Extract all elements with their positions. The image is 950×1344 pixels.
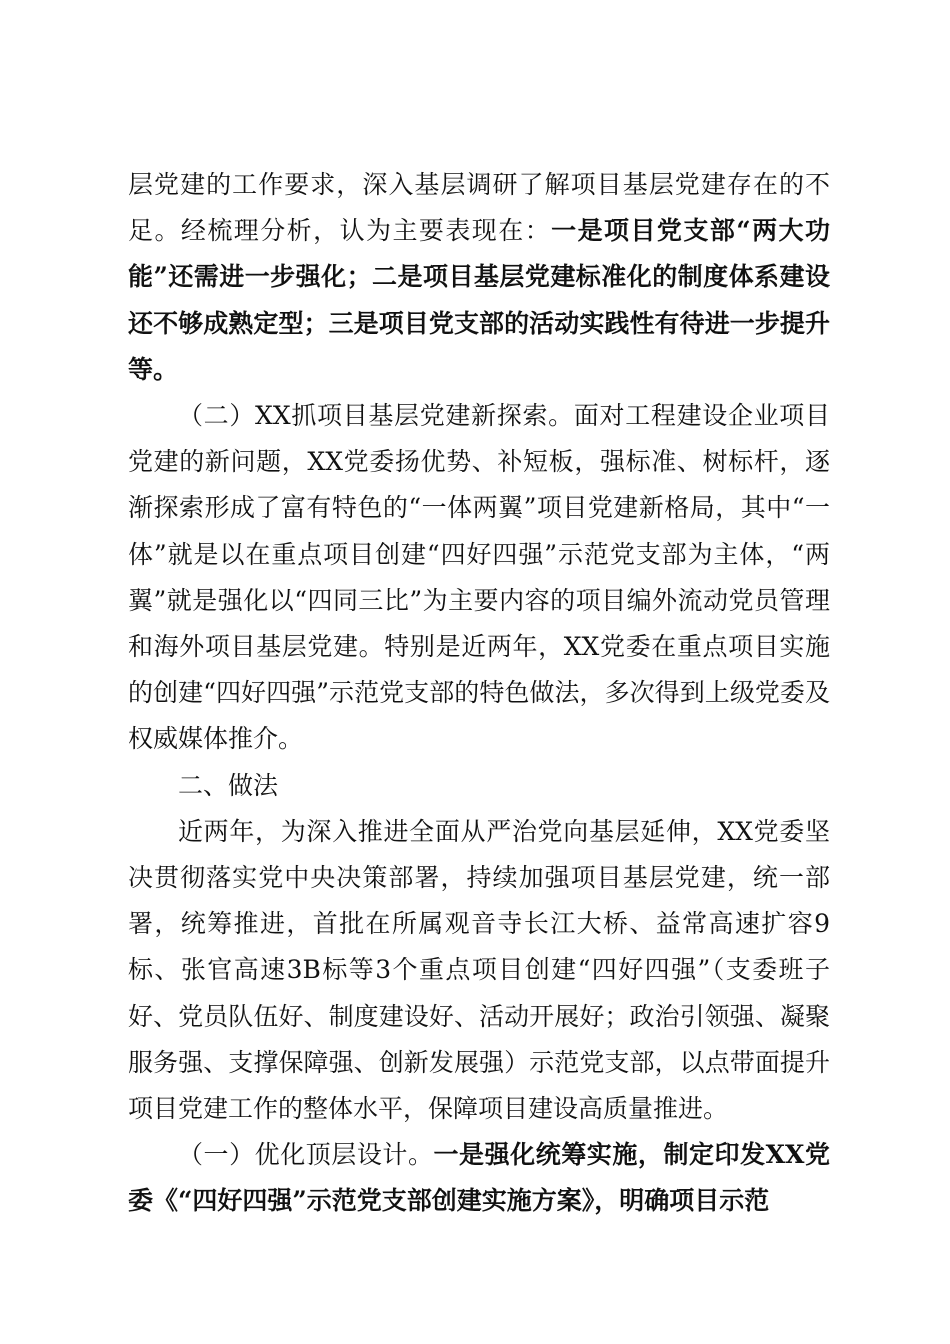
paragraph-practices-intro: 近两年，为深入推进全面从严治党向基层延伸，XX党委坚决贯彻落实党中央决策部署，持续加强项目基层党建，统一部署，统筹推进，首批在所属观音寺长江大桥、益常高速扩容9标、张官高速3B标等3个重点项目创建“四好四强”（支委班子好、党员队伍好、制度建设好、活动开展好；政治引领强、凝聚服务强、支撑保障强、创新发展强）示范党支部，以点带面提升项目党建工作的整体水平，保障项目建设高质量推进。 xyxy=(128,816,830,1124)
paragraph-top-design-bold: 一是强化统筹实施，制定印发XX党委《“四好四强”示范党支部创建实施方案》，明确项目示范 xyxy=(128,1140,830,1216)
document-body xyxy=(128,162,830,1225)
paragraph-new-exploration: （二）XX抓项目基层党建新探索。面对工程建设企业项目党建的新问题，XX党委扬优势、补短板，强标准、树标杆，逐渐探索形成了富有特色的“一体两翼”项目党建新格局，其中“一体”就是以在重点项目创建“四好四强”示范党支部为主体，“两翼”就是强化以“四同三比”为主要内容的项目编外流动党员管理和海外项目基层党建。特别是近两年，XX党委在重点项目实施的创建“四好四强”示范党支部的特色做法，多次得到上级党委及权威媒体推介。 xyxy=(128,401,830,754)
paragraph-problems-bold: 一是项目党支部“两大功能”还需进一步强化；二是项目基层党建标准化的制度体系建设还不够成熟定型；三是项目党支部的活动实践性有待进一步提升等。 xyxy=(128,216,830,384)
section-heading-practices: 二、做法 xyxy=(178,770,279,800)
paragraph-top-design xyxy=(128,1132,830,1224)
paragraph-problems xyxy=(128,162,830,393)
paragraph-top-design-title: （一）优化顶层设计。 xyxy=(178,1140,434,1170)
paragraph-problems-intro: 层党建的工作要求，深入基层调研了解项目基层党建存在的不足。经梳理分析，认为主要表现在： xyxy=(128,170,830,246)
